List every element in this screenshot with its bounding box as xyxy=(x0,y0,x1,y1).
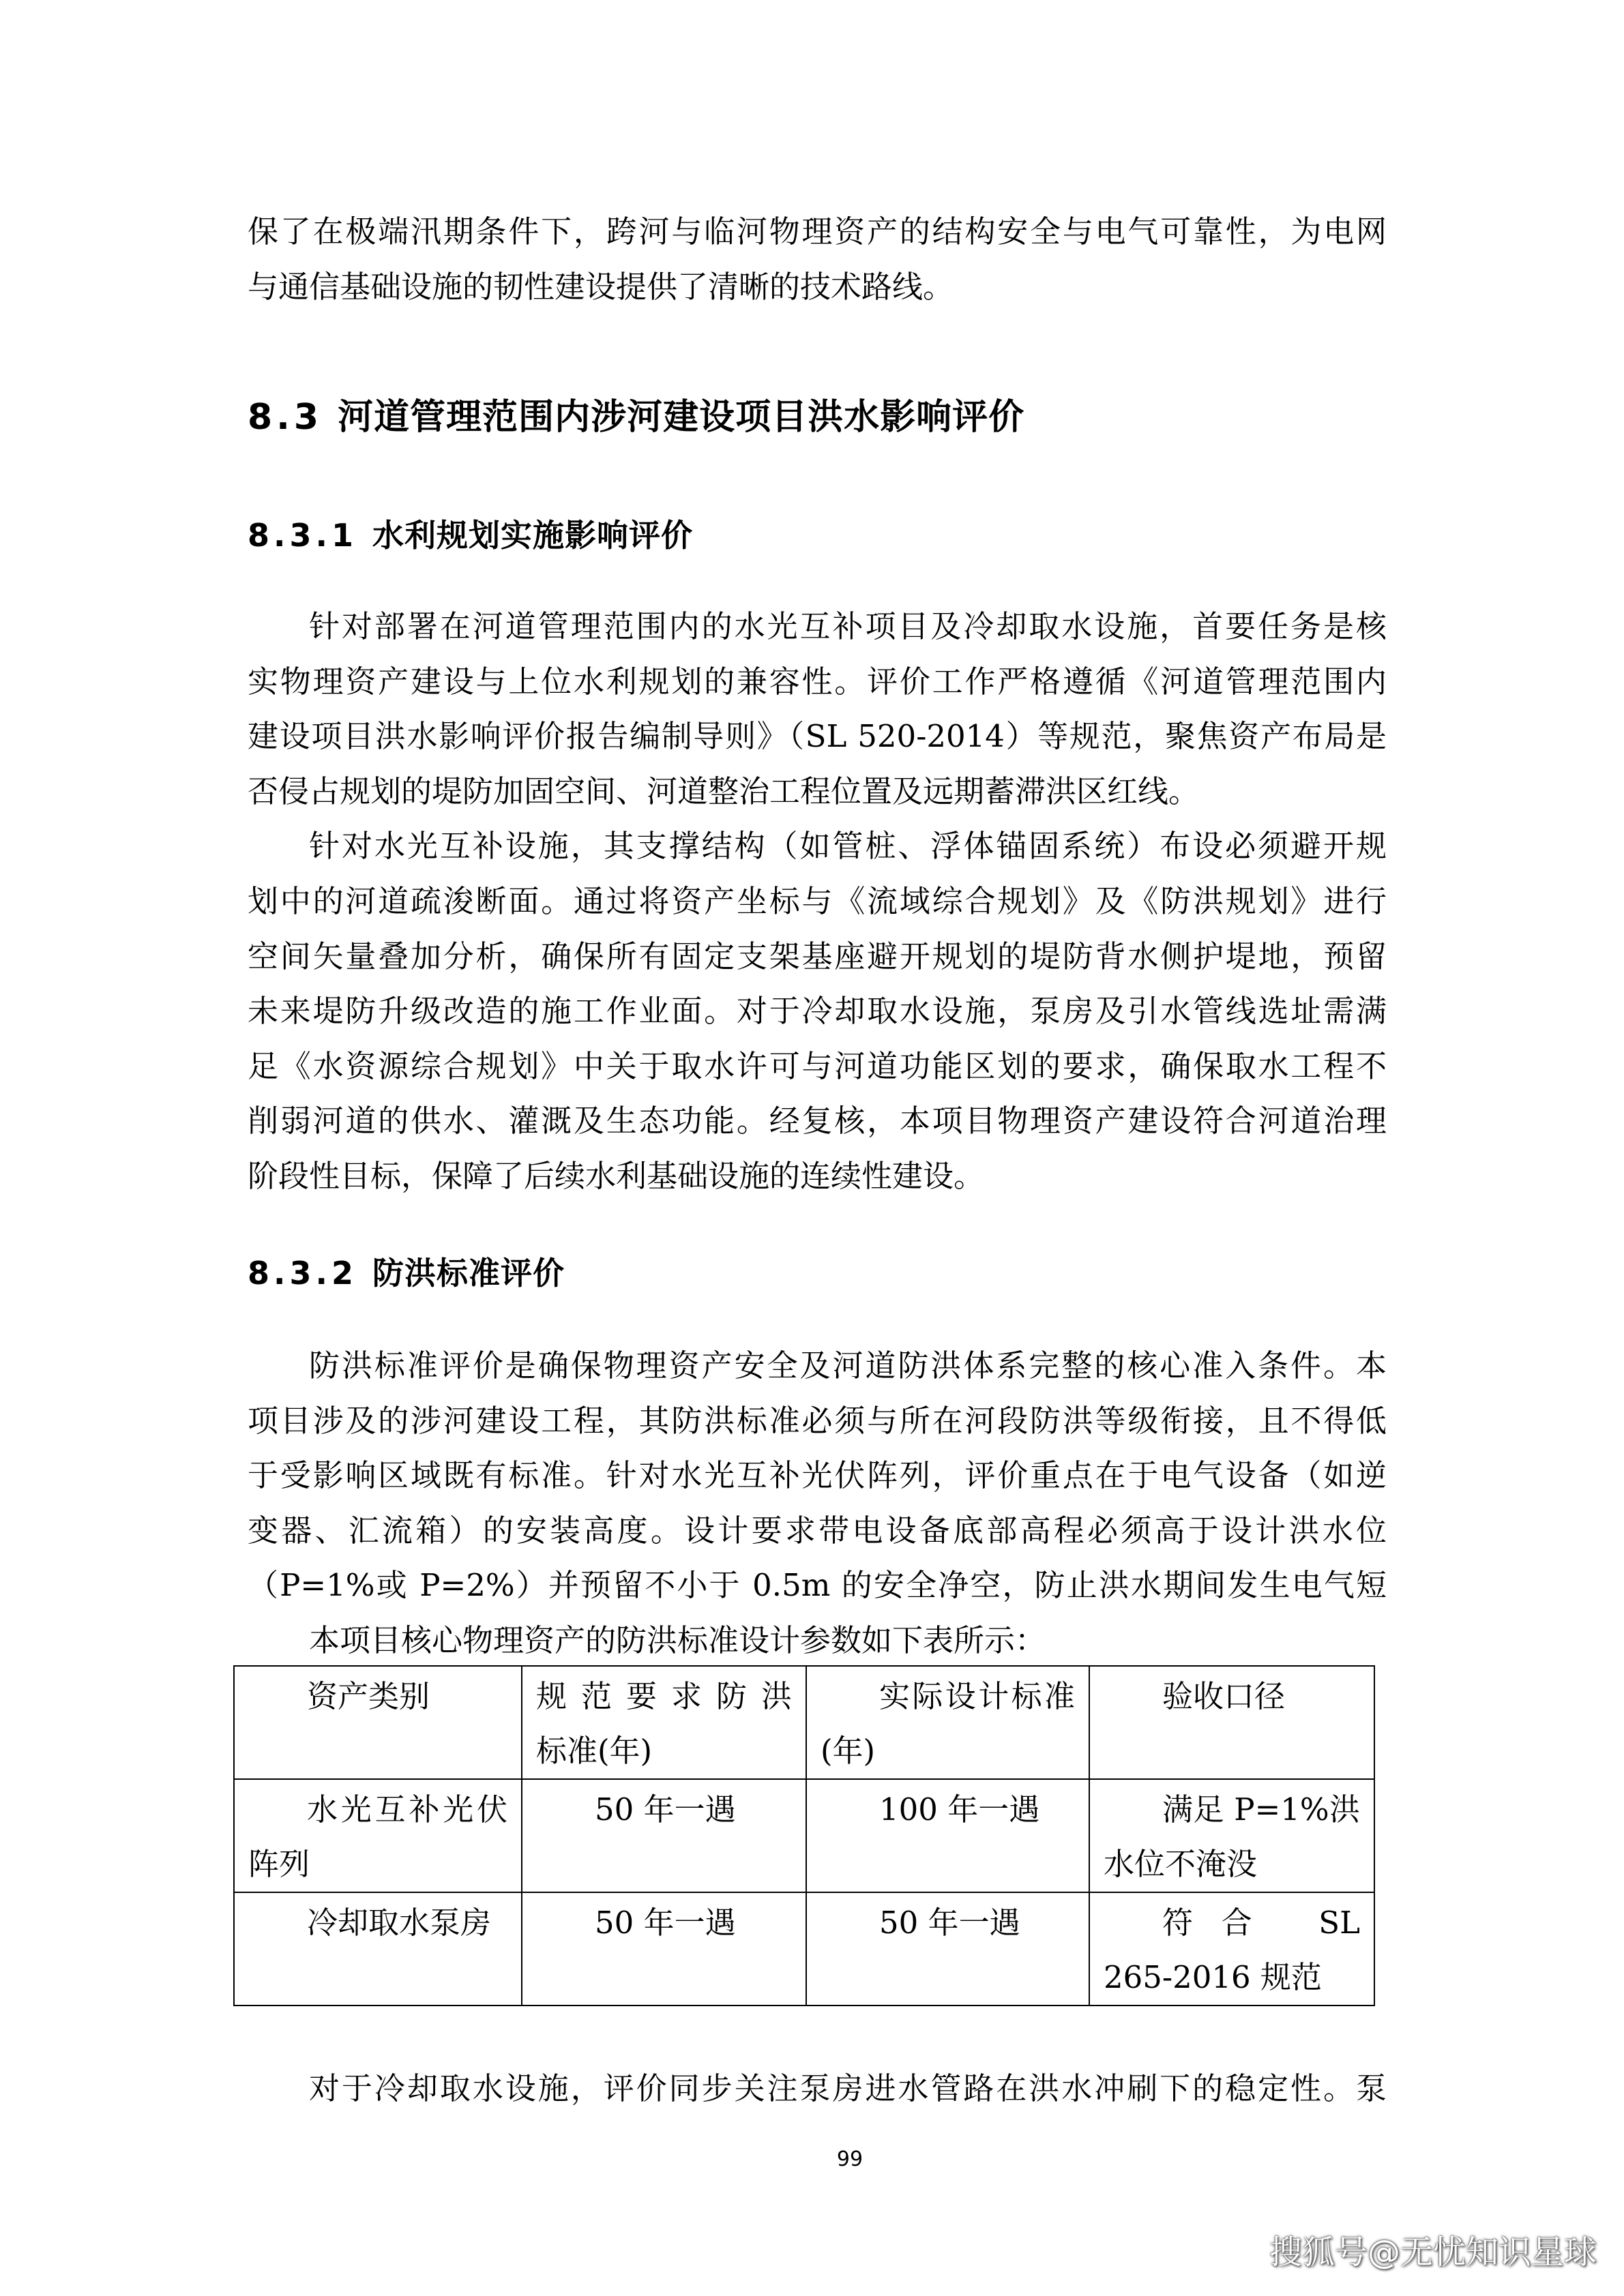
paragraph-line: 削弱河道的供水、灌溉及生态功能。经复核，本项目物理资产建设符合河道治理 xyxy=(248,1103,1387,1139)
header-asset-type: 资产类别 xyxy=(307,1678,430,1714)
cell-text: 符合 SL xyxy=(1162,1905,1360,1941)
table-cell xyxy=(806,1892,1089,2006)
paragraph xyxy=(248,1339,1387,1613)
paragraph-line: 与通信基础设施的韧性建设提供了清晰的技术路线。 xyxy=(248,268,954,305)
paragraph-line: 项目涉及的涉河建设工程，其防洪标准必须与所在河段防洪等级衔接，且不得低 xyxy=(248,1402,1387,1439)
paragraph-line: 建设项目洪水影响评价报告编制导则》（SL 520-2014）等规范，聚焦资产布局是 xyxy=(248,718,1387,755)
table-row xyxy=(234,1892,1374,2006)
section-heading xyxy=(248,390,1024,445)
paragraph-line: 保了在极端汛期条件下，跨河与临河物理资产的结构安全与电气可靠性，为电网 xyxy=(248,213,1387,250)
table-cell xyxy=(234,1779,522,1892)
paragraph-line: 划中的河道疏浚断面。通过将资产坐标与《流域综合规划》及《防洪规划》进行 xyxy=(248,882,1387,919)
cell-text: 阵列 xyxy=(248,1846,310,1882)
paragraph-line: 空间矢量叠加分析，确保所有固定支架基座避开规划的堤防背水侧护堤地，预留 xyxy=(248,938,1387,974)
table-cell xyxy=(522,1779,806,1892)
table-cell xyxy=(1089,1892,1374,2006)
table-header-cell xyxy=(522,1666,806,1779)
paragraph xyxy=(248,819,1387,1204)
cell-text: 冷却取水泵房 xyxy=(307,1905,492,1941)
subsection-number: 8.3.2 xyxy=(248,1255,357,1292)
paragraph-line: （P=1%或 P=2%）并预留不小于 0.5m 的安全净空，防止洪水期间发生电气短 xyxy=(248,1567,1387,1604)
cell-text: 50 年一遇 xyxy=(595,1905,736,1941)
cell-text: 水位不淹没 xyxy=(1104,1846,1258,1882)
header-required-standard: 规范要求防洪 xyxy=(536,1678,792,1714)
watermark: 搜狐号@无忧知识星球 xyxy=(1269,2233,1597,2271)
cell-text: 100 年一遇 xyxy=(879,1791,1040,1828)
paragraph xyxy=(248,2061,1387,2117)
subsection-title: 水利规划实施影响评价 xyxy=(372,517,693,554)
page-number: 99 xyxy=(836,2147,863,2171)
paragraph-line: 于受影响区域既有标准。针对水光互补光伏阵列，评价重点在于电气设备（如逆 xyxy=(248,1457,1387,1494)
table-cell xyxy=(522,1892,806,2006)
subsection-title: 防洪标准评价 xyxy=(372,1255,565,1292)
paragraph xyxy=(248,599,1387,819)
section-title: 河道管理范围内涉河建设项目洪水影响评价 xyxy=(338,397,1025,438)
cell-text: 水光互补光伏 xyxy=(307,1791,507,1828)
paragraph-line: 阶段性目标，保障了后续水利基础设施的连续性建设。 xyxy=(248,1157,985,1194)
header-acceptance-criteria: 验收口径 xyxy=(1162,1678,1286,1714)
paragraph-line: 防洪标准评价是确保物理资产安全及河道防洪体系完整的核心准入条件。本 xyxy=(309,1347,1387,1384)
table-header-row xyxy=(234,1666,1374,1779)
cell-text: 满足 P=1%洪 xyxy=(1162,1791,1360,1828)
header-required-standard: 标准(年) xyxy=(536,1733,653,1769)
paragraph-line: 针对部署在河道管理范围内的水光互补项目及冷却取水设施，首要任务是核 xyxy=(309,608,1387,644)
subsection-number: 8.3.1 xyxy=(248,517,357,554)
table-header-cell xyxy=(806,1666,1089,1779)
paragraph-line: 足《水资源综合规划》中关于取水许可与河道功能区划的要求，确保取水工程不 xyxy=(248,1047,1387,1084)
flood-standard-table xyxy=(233,1665,1375,2006)
subsection-body xyxy=(248,599,1387,1204)
table-header-cell xyxy=(234,1666,522,1779)
paragraph-line: 未来堤防升级改造的施工作业面。对于冷却取水设施，泵房及引水管线选址需满 xyxy=(248,993,1387,1030)
paragraph-line: 针对水光互补设施，其支撑结构（如管桩、浮体锚固系统）布设必须避开规 xyxy=(309,828,1387,865)
header-design-standard: (年) xyxy=(821,1733,876,1769)
paragraph-line: 否侵占规划的堤防加固空间、河道整治工程位置及远期蓄滞洪区红线。 xyxy=(248,773,1200,809)
table-intro-line: 本项目核心物理资产的防洪标准设计参数如下表所示： xyxy=(309,1622,1046,1658)
table-cell xyxy=(234,1892,522,2006)
paragraph-line: 变器、汇流箱）的安装高度。设计要求带电设备底部高程必须高于设计洪水位 xyxy=(248,1512,1387,1549)
subsection-body xyxy=(248,1339,1387,1669)
section-number: 8.3 xyxy=(248,397,323,438)
table-cell xyxy=(806,1779,1089,1892)
subsection-heading xyxy=(248,1246,565,1300)
paragraph-line: 对于冷却取水设施，评价同步关注泵房进水管路在洪水冲刷下的稳定性。泵 xyxy=(309,2070,1387,2106)
paragraph xyxy=(248,1613,1387,1669)
table-row xyxy=(234,1779,1374,1892)
paragraph-line: 实物理资产建设与上位水利规划的兼容性。评价工作严格遵循《河道管理范围内 xyxy=(248,663,1387,700)
table-header-cell xyxy=(1089,1666,1374,1779)
cell-text: 50 年一遇 xyxy=(595,1791,736,1828)
cell-text: 50 年一遇 xyxy=(879,1905,1020,1941)
table-cell xyxy=(1089,1779,1374,1892)
subsection-heading xyxy=(248,508,693,563)
header-design-standard: 实际设计标准 xyxy=(879,1678,1075,1714)
cell-text: 265-2016 规范 xyxy=(1104,1959,1322,1995)
intro-paragraph xyxy=(248,205,1387,314)
